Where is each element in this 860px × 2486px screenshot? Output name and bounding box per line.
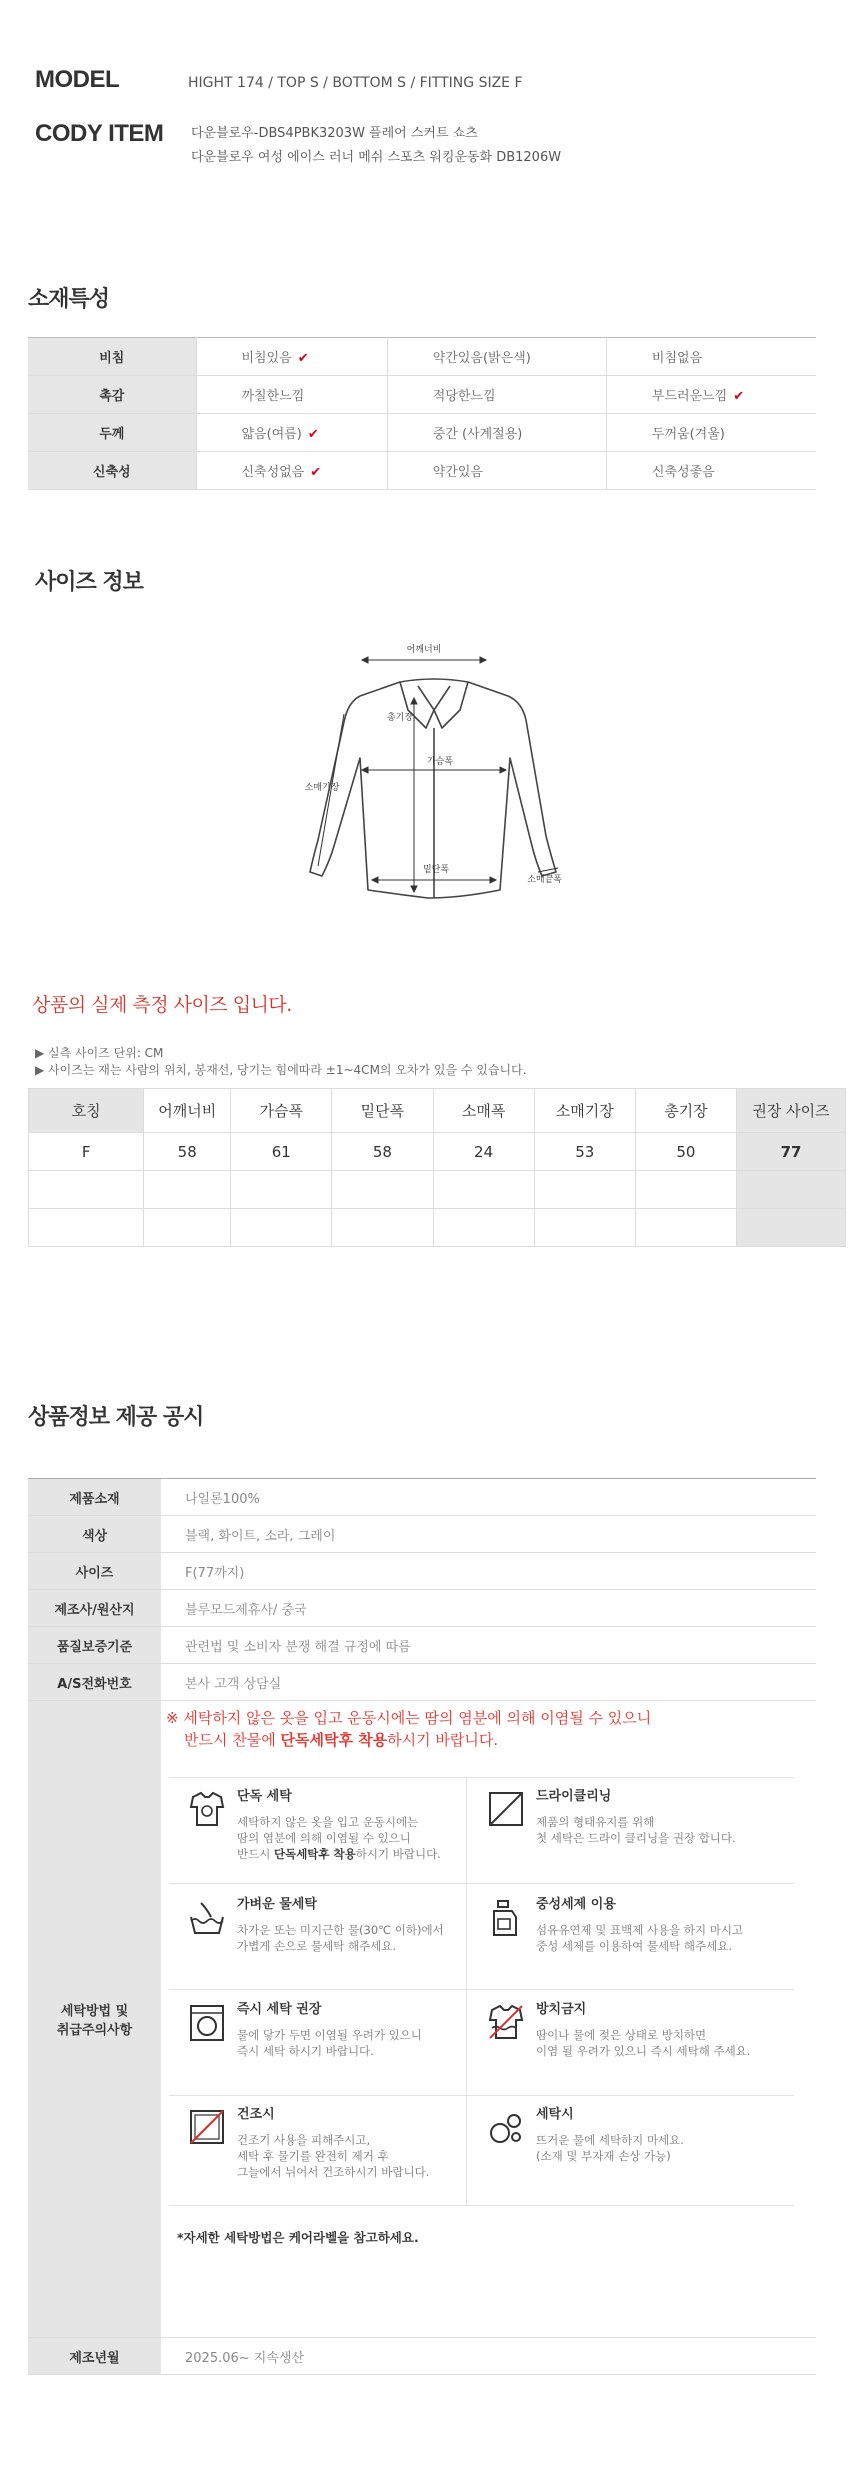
material-option: 얇음(여름) ✔ — [196, 414, 387, 452]
care-item-text: 첫 세탁은 드라이 클리닝을 권장 합니다. — [536, 1831, 736, 1845]
size-table-header — [29, 1089, 846, 1133]
cody-item-line-1: 다운블로우-DBS4PBK3203W 플레어 스커트 쇼츠 — [191, 126, 478, 141]
size-cell — [635, 1209, 736, 1247]
size-cell: 58 — [144, 1133, 231, 1171]
check-icon: ✔ — [307, 427, 319, 442]
care-item-text: 땀이나 물에 젖은 상태로 방치하면 — [536, 2028, 707, 2042]
size-header-cell: 총기장 — [635, 1089, 736, 1133]
size-note-1: ▶ 실측 사이즈 단위: CM — [35, 1046, 164, 1060]
care-item-text: 뜨거운 물에 세탁하지 마세요. — [536, 2133, 684, 2147]
care-divider — [169, 1989, 794, 1990]
care-item-text: 제품의 형태유지를 위해 — [536, 1815, 655, 1829]
size-cell — [144, 1209, 231, 1247]
size-cell — [737, 1171, 846, 1209]
label-shoulder: 어깨너비 — [406, 645, 442, 655]
care-item-text: 그늘에서 뉘어서 건조하시기 바랍니다. — [237, 2165, 430, 2179]
material-option: 약간있음 — [387, 452, 606, 490]
size-note-2: ▶ 사이즈는 재는 사람의 위치, 봉재선, 당기는 힘에따라 ±1~4CM의 오차가 있을 수 있습니다. — [35, 1063, 527, 1077]
size-header-cell: 가슴폭 — [231, 1089, 332, 1133]
model-label: MODEL — [35, 66, 120, 93]
care-item-title: 건조시 — [237, 2107, 275, 2122]
info-row-year — [28, 2338, 816, 2375]
care-divider — [169, 2095, 794, 2096]
care-item-text: 물에 닿가 두면 이염될 우려가 있으니 — [237, 2028, 422, 2042]
care-warning: ※ 세탁하지 않은 옷을 입고 운동시에는 땀의 염분에 의해 이염될 수 있으니 반드시 찬물에 단독세탁후 착용하시기 바랍니다. — [166, 1709, 652, 1749]
size-cell — [332, 1171, 433, 1209]
size-header-cell: 권장 사이즈 — [737, 1089, 846, 1133]
material-option: 중간 (사계절용) — [387, 414, 606, 452]
care-item-title: 중성세제 이용 — [536, 1897, 616, 1912]
care-item-text: 즉시 세탁 하시기 바랍니다. — [237, 2044, 374, 2058]
size-cell — [737, 1209, 846, 1247]
size-cell — [433, 1209, 534, 1247]
material-option: 신축성없음 ✔ — [196, 452, 387, 490]
size-cell — [231, 1171, 332, 1209]
size-cell — [231, 1209, 332, 1247]
material-option: 비침있음 ✔ — [196, 338, 387, 376]
info-row — [28, 1516, 816, 1553]
size-cell — [635, 1171, 736, 1209]
size-cell: 53 — [534, 1133, 635, 1171]
care-item-text: 반드시 단독세탁후 착용하시기 바랍니다. — [237, 1847, 441, 1861]
size-header-cell: 소매폭 — [433, 1089, 534, 1133]
info-row — [28, 1479, 816, 1516]
material-option: 비침없음 — [606, 338, 816, 376]
label-total-length: 총기장 — [386, 713, 414, 723]
material-option: 까칠한느낌 — [196, 376, 387, 414]
material-option: 부드러운느낌 ✔ — [606, 376, 816, 414]
size-cell — [534, 1171, 635, 1209]
size-table-row — [29, 1209, 846, 1247]
material-option: 두꺼움(겨울) — [606, 414, 816, 452]
product-info-title: 상품정보 제공 공시 — [28, 1405, 204, 1430]
info-row-label: 사이즈 — [28, 1553, 161, 1590]
material-row — [28, 452, 816, 490]
info-row-label: 색상 — [28, 1516, 161, 1553]
info-row — [28, 1627, 816, 1664]
size-cell: 77 — [737, 1133, 846, 1171]
year-value: 2025.06~ 지속생산 — [161, 2338, 816, 2375]
actual-size-title: 상품의 실제 측정 사이즈 입니다. — [32, 994, 292, 1016]
care-item-title: 드라이클리닝 — [536, 1789, 612, 1804]
care-item-title: 단독 세탁 — [237, 1789, 292, 1804]
material-row — [28, 414, 816, 452]
material-option: 약간있음(밝은색) — [387, 338, 606, 376]
care-item-title: 가벼운 물세탁 — [237, 1897, 317, 1912]
info-row-value: F(77까지) — [161, 1553, 816, 1590]
size-cell — [29, 1171, 144, 1209]
care-item-text: 세탁 후 물기를 완전히 제거 후 — [237, 2149, 389, 2163]
size-header-cell: 밑단폭 — [332, 1089, 433, 1133]
material-table — [28, 337, 816, 490]
size-cell — [433, 1171, 534, 1209]
check-icon: ✔ — [297, 351, 309, 366]
size-table — [28, 1088, 846, 1247]
year-label: 제조년월 — [28, 2338, 161, 2375]
care-item-text: 건조기 사용을 피해주시고, — [237, 2133, 371, 2147]
label-cuff: 소매끝폭 — [527, 875, 562, 885]
care-divider — [466, 1777, 467, 2205]
care-item-text: 가볍게 손으로 물세탁 해주세요. — [237, 1939, 397, 1953]
info-row-value: 관련법 및 소비자 분쟁 해결 규정에 따름 — [161, 1627, 816, 1664]
info-row-label: 품질보증기준 — [28, 1627, 161, 1664]
care-divider — [169, 2205, 794, 2206]
check-icon: ✔ — [310, 465, 322, 480]
care-item-text: (소재 및 부자재 손상 가능) — [536, 2149, 671, 2163]
material-row — [28, 338, 816, 376]
care-item-text: 섬유유연제 및 표백제 사용을 하지 마시고 — [536, 1923, 744, 1937]
no-dryer-icon — [187, 2107, 227, 2149]
info-row — [28, 1590, 816, 1627]
label-sleeve-length: 소매기장 — [304, 783, 340, 793]
size-info-title: 사이즈 정보 — [35, 570, 143, 595]
check-icon: ✔ — [733, 389, 745, 404]
material-row-label: 비침 — [28, 338, 196, 376]
size-cell: 61 — [231, 1133, 332, 1171]
size-header-cell: 호칭 — [29, 1089, 144, 1133]
info-row-label: 제조사/원산지 — [28, 1590, 161, 1627]
care-row-label: 세탁방법 및 취급주의사항 — [28, 1701, 161, 2338]
care-item-text: 이염 될 우려가 있으니 즉시 세탁해 주세요. — [536, 2044, 751, 2058]
bubbles-icon — [486, 2107, 526, 2149]
info-row-value: 본사 고객 상담실 — [161, 1664, 816, 1701]
cody-item-label: CODY ITEM — [35, 120, 164, 147]
care-divider — [169, 1883, 794, 1884]
care-item-title: 방치금지 — [536, 2002, 587, 2017]
info-row-label: 제품소재 — [28, 1479, 161, 1516]
care-item-title: 세탁시 — [536, 2107, 574, 2122]
label-chest: 가슴폭 — [426, 757, 454, 767]
material-option: 신축성좋음 — [606, 452, 816, 490]
washing-machine-icon — [187, 2002, 227, 2044]
tshirt-wash-icon — [187, 1789, 227, 1831]
care-item-text: 세탁하지 않은 옷을 입고 운동시에는 — [237, 1815, 419, 1829]
info-row-label: A/S전화번호 — [28, 1664, 161, 1701]
size-cell — [144, 1171, 231, 1209]
material-row-label: 촉감 — [28, 376, 196, 414]
care-item-text: 차가운 또는 미지근한 물(30℃ 이하)에서 — [237, 1923, 444, 1937]
garment-measurement-figure — [300, 640, 570, 915]
size-table-row — [29, 1133, 846, 1171]
info-row — [28, 1664, 816, 1701]
size-cell: 50 — [635, 1133, 736, 1171]
care-item-title: 즉시 세탁 권장 — [237, 2002, 322, 2017]
hand-wash-icon — [187, 1897, 227, 1939]
material-option: 적당한느낌 — [387, 376, 606, 414]
info-row-value: 나일론100% — [161, 1479, 816, 1516]
material-row-label: 두께 — [28, 414, 196, 452]
detergent-icon — [486, 1897, 526, 1939]
size-cell — [332, 1209, 433, 1247]
care-footnote: *자세한 세탁방법은 케어라벨을 참고하세요. — [177, 2230, 419, 2245]
dry-clean-icon — [486, 1789, 526, 1831]
size-header-cell: 소매기장 — [534, 1089, 635, 1133]
material-title: 소재특성 — [28, 287, 110, 312]
material-row-label: 신축성 — [28, 452, 196, 490]
care-item-text: 땀의 염분에 의해 이염될 수 있으니 — [237, 1831, 411, 1845]
size-cell — [534, 1209, 635, 1247]
size-cell: 24 — [433, 1133, 534, 1171]
info-row — [28, 1553, 816, 1590]
model-value: HIGHT 174 / TOP S / BOTTOM S / FITTING SIZE F — [188, 75, 523, 91]
label-hem: 밑단폭 — [422, 865, 450, 875]
size-cell: 58 — [332, 1133, 433, 1171]
size-cell: F — [29, 1133, 144, 1171]
info-row-value: 블루모드제휴사/ 중국 — [161, 1590, 816, 1627]
size-table-row — [29, 1171, 846, 1209]
size-header-cell: 어깨너비 — [144, 1089, 231, 1133]
material-row — [28, 376, 816, 414]
info-row-value: 블랙, 화이트, 소라, 그레이 — [161, 1516, 816, 1553]
no-leave-icon — [486, 2002, 526, 2044]
care-divider — [169, 1777, 794, 1778]
care-instructions — [161, 1703, 816, 2325]
cody-item-line-2: 다운블로우 여성 에이스 러너 메쉬 스포츠 워킹운동화 DB1206W — [191, 150, 562, 165]
care-item-text: 중성 세제를 이용하여 물세탁 해주세요. — [536, 1939, 733, 1953]
size-cell — [29, 1209, 144, 1247]
